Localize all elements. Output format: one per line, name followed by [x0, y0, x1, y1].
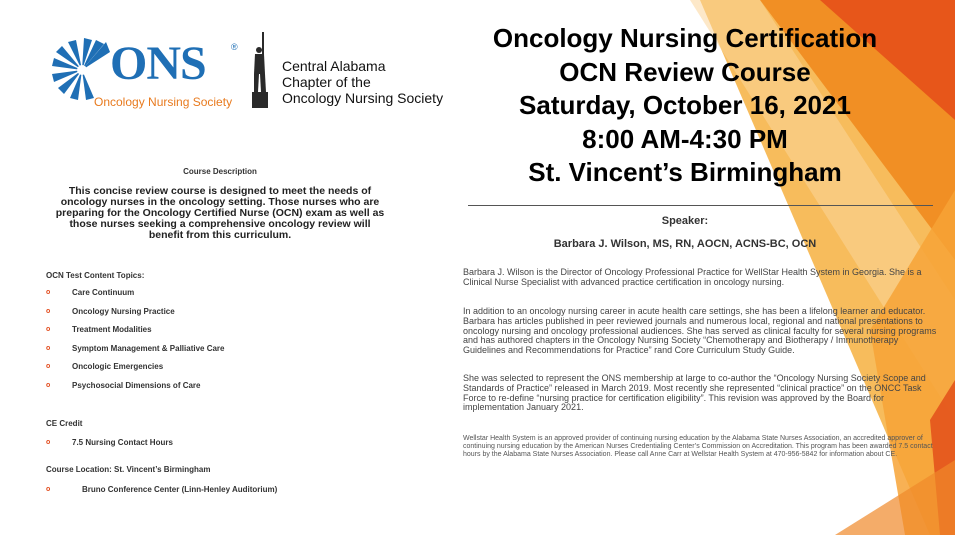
vulcan-statue-icon: [245, 30, 275, 110]
speaker-bio-paragraph: In addition to an oncology nursing career in acute health care settings, she has been a lifelong learner and educator. Barbara has articles published in peer reviewed journals and numerous local, regional and national presentations to oncology nursing and oncology professional audiences. She has served as clinical faculty for several nursing programs and has authored chapters in the Oncology Nursing Society “Chemotherapy and Biotherapy / Immunotherapy Guidelines and Recommendations for Practice” rand Core Curriculum Study Guide.: [463, 306, 937, 356]
divider: [468, 205, 933, 206]
course-location-heading: Course Location: St. Vincent’s Birmingham: [46, 465, 211, 474]
course-location-item: [46, 485, 277, 494]
chapter-name-line: Chapter of the: [282, 74, 371, 90]
topic-label: Psychosocial Dimensions of Care: [72, 380, 201, 390]
topic-item: [46, 325, 225, 344]
bullet-icon: o: [46, 307, 51, 315]
topic-label: Oncologic Emergencies: [72, 362, 164, 371]
title-line: Saturday, October 16, 2021: [519, 90, 851, 120]
speaker-name: Barbara J. Wilson, MS, RN, AOCN, ACNS-BC, OCN: [553, 238, 817, 250]
title-line: OCN Review Course: [559, 56, 811, 87]
accreditation-statement: Wellstar Health System is an approved provider of continuing nursing education by the Alabama State Nurses Association, an accredited approver of continuing nursing education by the American Nurses Credentialing Center’s Commission on Accreditation. This program has been awarded 7.5 contact hours by the Alabama State Nurses Association. Please call Anne Carr at Wellstar Health System at 470-956-5842 for information about CE.: [463, 435, 933, 458]
speaker-bio-paragraph: She was selected to represent the ONS membership at large to co-author the “Oncology Nursing Society Scope and Standards of Practice” released in March 2019. Most recently she represented “clinical practice” on the ONCC Task Force to re-define “nursing practice for certification eligibility”. This revision was approved by the Board for implementation January 2021.: [463, 373, 926, 413]
topic-item: [46, 381, 225, 400]
ons-logo: [52, 38, 242, 112]
bullet-icon: o: [46, 486, 51, 493]
chapter-name-line: Oncology Nursing Society: [282, 90, 444, 106]
bullet-icon: o: [46, 344, 51, 352]
topics-list: [46, 288, 225, 399]
ons-wordmark: ONS: [110, 37, 206, 90]
title-line: Oncology Nursing Certification: [492, 23, 878, 53]
bullet-icon: o: [46, 439, 51, 446]
topic-label: Treatment Modalities: [72, 325, 152, 334]
event-title: [460, 22, 910, 190]
bullet-icon: o: [46, 363, 51, 370]
bullet-icon: o: [46, 289, 51, 296]
ons-subtitle: Oncology Nursing Society: [94, 95, 233, 109]
chapter-name-line: Central Alabama: [282, 58, 386, 74]
topic-label: Care Continuum: [72, 288, 135, 297]
title-line: 8:00 AM-4:30 PM: [582, 123, 788, 154]
speaker-heading: Speaker:: [661, 215, 709, 227]
bullet-icon: o: [46, 326, 51, 333]
ons-pinwheel-icon: [52, 38, 110, 100]
chapter-name: [282, 58, 443, 106]
bullet-icon: o: [46, 381, 51, 389]
course-location-label: Bruno Conference Center (Linn-Henley Auditorium): [82, 485, 278, 494]
topic-item: [46, 307, 225, 326]
topic-label: Symptom Management & Palliative Care: [72, 343, 225, 353]
topic-item: [46, 344, 225, 363]
topic-label: Oncology Nursing Practice: [72, 306, 175, 316]
ce-credit-label: 7.5 Nursing Contact Hours: [72, 438, 173, 447]
topic-item: [46, 288, 225, 307]
topics-heading: OCN Test Content Topics:: [46, 271, 145, 280]
course-description-heading: Course Description: [183, 167, 257, 176]
topic-item: [46, 362, 225, 381]
ce-credit-item: [46, 438, 173, 447]
registered-mark: ®: [231, 42, 238, 52]
course-description-body: This concise review course is designed to meet the needs of oncology nurses in the oncology setting. Those nurses who are preparing for the Oncology Certified Nurse (OCN) exam as well as those nurses seeking a comprehensive oncology review will benefit from this curriculum.: [55, 185, 385, 241]
ce-credit-heading: CE Credit: [46, 419, 83, 428]
speaker-bio-paragraph: Barbara J. Wilson is the Director of Oncology Professional Practice for WellStar Health System in Georgia. She is a Clinical Nurse Specialist with advanced practice certification in oncology nursing.: [463, 267, 922, 287]
title-line: St. Vincent’s Birmingham: [528, 157, 842, 187]
